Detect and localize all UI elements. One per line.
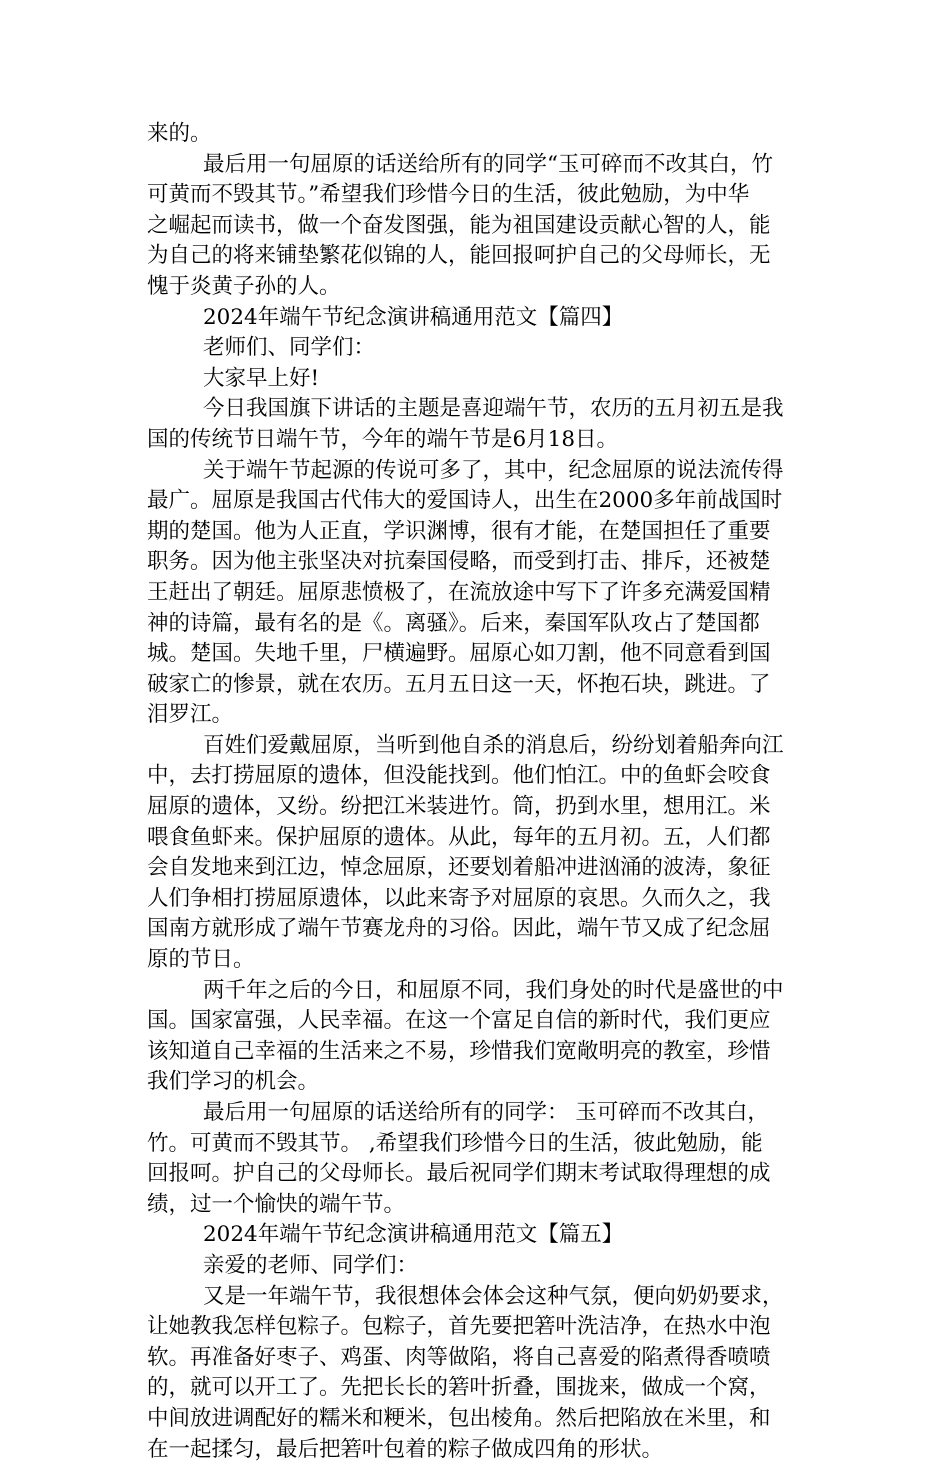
text-line: 城。楚国。失地千里，尸横遍野。屈原心如刀割，他不同意看到国 <box>147 641 771 667</box>
text-line: 最后用一句屈原的话送给所有的同学： 玉可碎而不改其白， <box>203 1100 769 1125</box>
text-line: 亲爱的老师、同学们： <box>203 1252 419 1278</box>
text-line: 最广。屈原是我国古代伟大的爱国诗人，出生在2000多年前战国时 <box>147 488 783 514</box>
text-line: 之崛起而读书，做一个奋发图强，能为祖国建设贡献心智的人，能 <box>147 212 771 238</box>
text-line: 王赶出了朝廷。屈原悲愤极了，在流放途中写下了许多充满爱国精 <box>147 579 771 605</box>
text-line: 职务。因为他主张坚决对抗秦国侵略，而受到打击、排斥，还被楚 <box>147 549 771 575</box>
text-line: 屈原的遗体，又纷。纷把江米装进竹。筒，扔到水里，想用江。米 <box>147 794 771 820</box>
text-line: 让她教我怎样包粽子。包粽子，首先要把箬叶洗洁净，在热水中泡 <box>147 1314 771 1340</box>
text-line: 可黄而不毁其节。”希望我们珍惜今日的生活，彼此勉励，为中华 <box>147 182 750 208</box>
text-line: 在一起揉匀，最后把箬叶包着的粽子做成四角的形状。 <box>147 1436 664 1462</box>
text-line: 该知道自己幸福的生活来之不易，珍惜我们宽敞明亮的教室，珍惜 <box>147 1038 771 1064</box>
text-line: 软。再准备好枣子、鸡蛋、肉等做陷，将自己喜爱的陷煮得香喷喷 <box>147 1344 771 1370</box>
text-line: 竹。可黄而不毁其节。 ,希望我们珍惜今日的生活，彼此勉励，能 <box>147 1130 763 1156</box>
text-line: 国南方就形成了端午节赛龙舟的习俗。因此，端午节又成了纪念屈 <box>147 916 771 942</box>
text-line: 愧于炎黄子孙的人。 <box>147 273 341 299</box>
text-line: 我们学习的机会。 <box>147 1069 320 1095</box>
text-line: 老师们、同学们： <box>203 335 376 361</box>
text-line: 回报呵。护自己的父母师长。最后祝同学们期末考试取得理想的成 <box>147 1161 771 1187</box>
text-line: 最后用一句屈原的话送给所有的同学“玉可碎而不改其白，竹 <box>203 151 773 177</box>
text-line: 大家早上好! <box>203 365 320 391</box>
text-line: 国。国家富强，人民幸福。在这一个富足自信的新时代，我们更应 <box>147 1008 771 1034</box>
text-line: 会自发地来到江边，悼念屈原，还要划着船冲进汹涌的波涛，象征 <box>147 855 771 881</box>
text-line: 绩，过一个愉快的端午节。 <box>147 1191 406 1217</box>
document-body <box>147 119 812 1465</box>
text-line: 又是一年端午节，我很想体会体会这种气氛，便向奶奶要求， <box>203 1283 784 1309</box>
text-line: 喂食鱼虾来。保护屈原的遗体。从此，每年的五月初。五，人们都 <box>147 824 771 850</box>
text-line: 来的。 <box>147 121 212 146</box>
text-line: 破家亡的惨景，就在农历。五月五日这一天，怀抱石块，跳进。了 <box>147 671 771 697</box>
text-line: 两千年之后的今日，和屈原不同，我们身处的时代是盛世的中 <box>203 977 784 1003</box>
text-line: 人们争相打捞屈原遗体，以此来寄予对屈原的哀思。久而久之，我 <box>147 885 771 911</box>
text-line: 的，就可以开工了。先把长长的箬叶折叠，围拢来，做成一个窝， <box>147 1375 771 1401</box>
text-line: 中，去打捞屈原的遗体，但没能找到。他们怕江。中的鱼虾会咬食 <box>147 763 771 789</box>
text-line: 今日我国旗下讲话的主题是喜迎端午节，农历的五月初五是我 <box>203 396 784 422</box>
text-line: 关于端午节起源的传说可多了，其中，纪念屈原的说法流传得 <box>203 457 784 483</box>
text-line: 国的传统节日端午节，今年的端午节是6月18日。 <box>147 426 619 452</box>
text-line: 为自己的将来铺垫繁花似锦的人，能回报呵护自己的父母师长，无 <box>147 243 771 269</box>
text-line: 百姓们爱戴屈原，当听到他自杀的消息后，纷纷划着船奔向江 <box>203 732 784 758</box>
text-line: 期的楚国。他为人正直，学识渊博，很有才能，在楚国担任了重要 <box>147 518 771 544</box>
text-line: 2024年端午节纪念演讲稿通用范文【篇五】 <box>203 1222 624 1248</box>
text-line: 神的诗篇，最有名的是《。离骚》。后来，秦国军队攻占了楚国都 <box>147 610 760 636</box>
text-line: 2024年端午节纪念演讲稿通用范文【篇四】 <box>203 304 624 330</box>
text-line: 中间放进调配好的糯米和粳米，包出棱角。然后把陷放在米里，和 <box>147 1405 771 1431</box>
text-line: 泪罗江。 <box>147 702 234 728</box>
text-line: 原的节日。 <box>147 947 255 973</box>
